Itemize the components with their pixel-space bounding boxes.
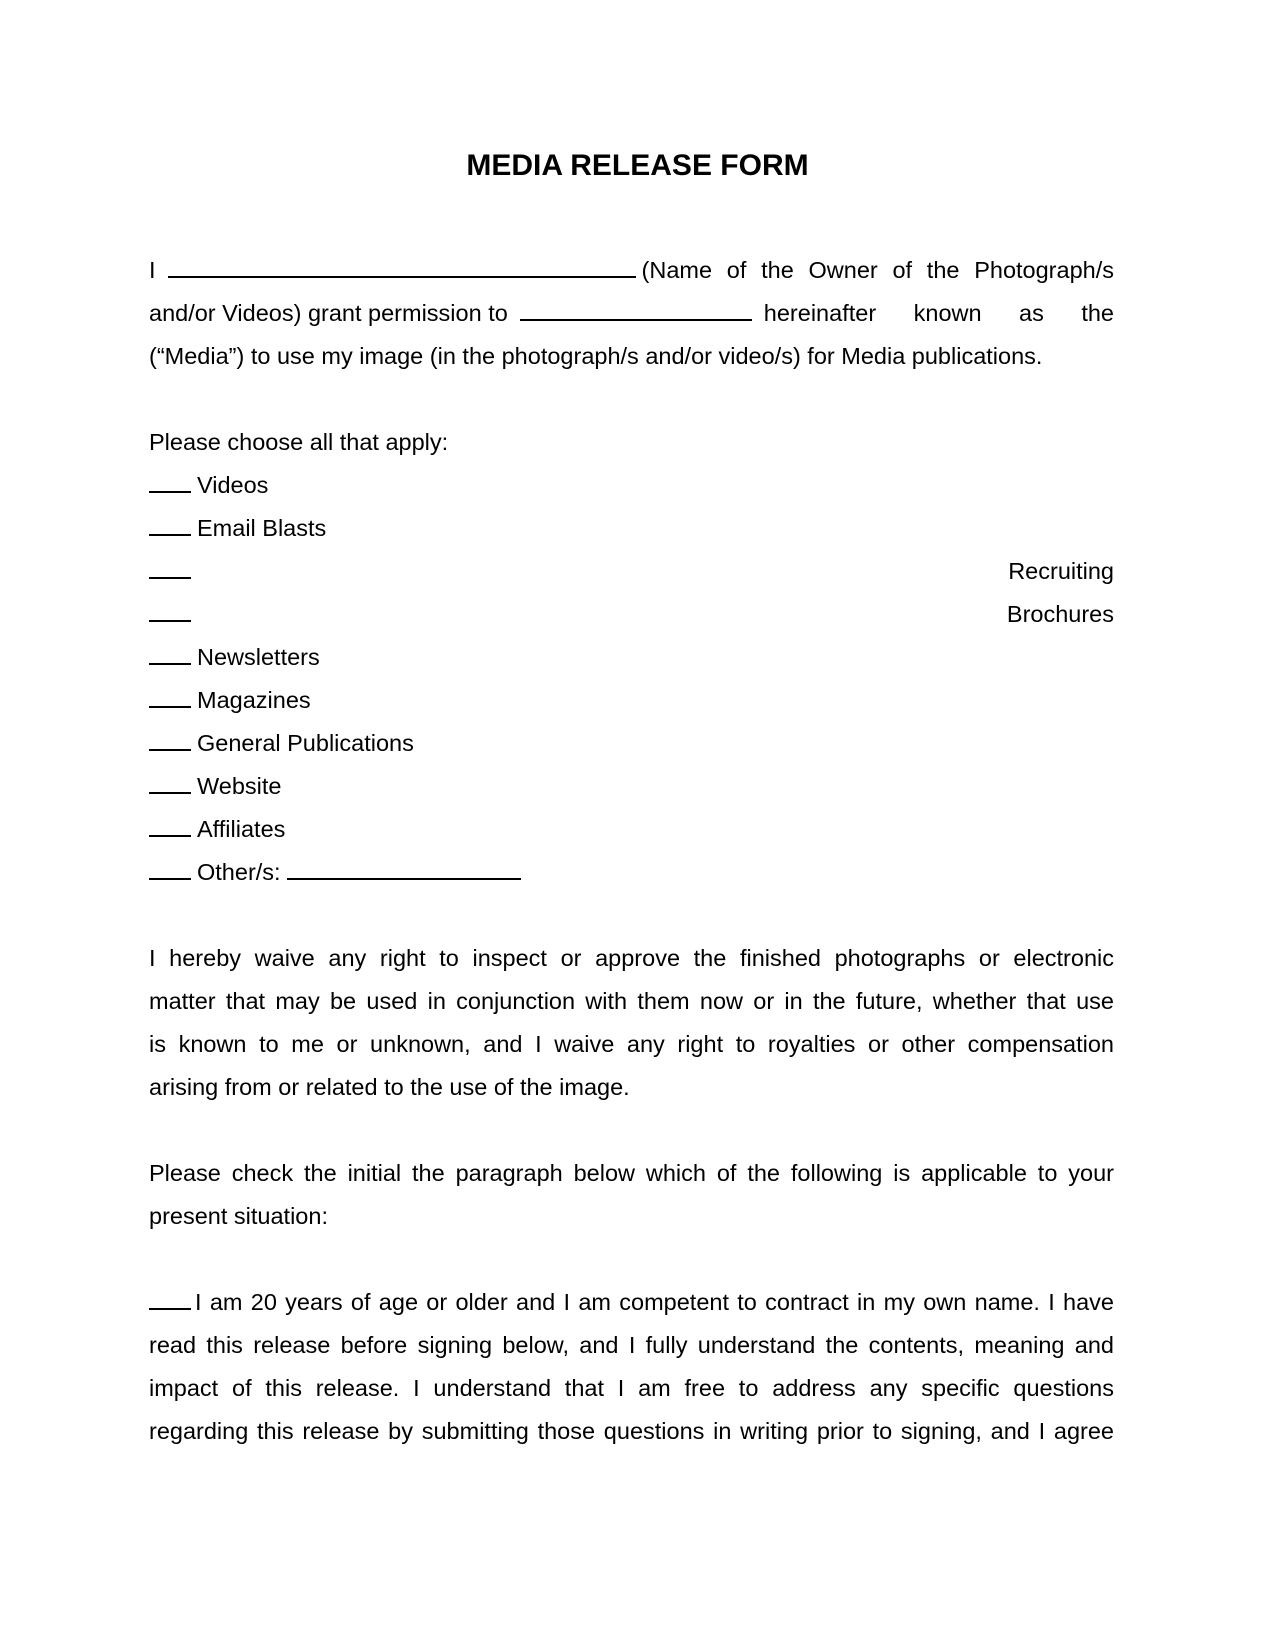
media-name-field[interactable]	[520, 296, 752, 321]
option-website-check[interactable]	[149, 770, 191, 794]
waiver-line: matter that may be used in conjunction with them now or in the future, whether that use	[149, 988, 1114, 1014]
owner-note: (Name of the Owner of the Photograph/s	[641, 257, 1114, 283]
option-label: Website	[197, 773, 282, 799]
option-label: Email Blasts	[197, 515, 327, 541]
option-brochures	[149, 593, 1114, 636]
option-recruiting	[149, 550, 1114, 593]
options-section	[149, 421, 1114, 894]
age-clause-line: impact of this release. I understand that I am free to address any specific questions	[149, 1375, 1114, 1401]
intro-line-2	[149, 292, 1114, 335]
age-clause-line: regarding this release by submitting those questions in writing prior to signing, and I agree	[149, 1418, 1114, 1444]
option-general-publications-check[interactable]	[149, 727, 191, 751]
waiver-line: arising from or related to the use of the image.	[149, 1074, 630, 1100]
option-videos	[149, 464, 1114, 507]
waiver-line: I hereby waive any right to inspect or approve the finished photographs or electronic	[149, 945, 1114, 971]
option-videos-check[interactable]	[149, 469, 191, 493]
option-newsletters-check[interactable]	[149, 641, 191, 665]
option-magazines-check[interactable]	[149, 684, 191, 708]
option-label: Videos	[197, 472, 269, 498]
option-other	[149, 851, 1114, 894]
intro-line2-start: and/or Videos) grant permission to	[149, 300, 508, 326]
option-label: Recruiting	[1008, 558, 1114, 584]
intro-line-1	[149, 249, 1114, 292]
option-general-publications	[149, 722, 1114, 765]
age-clause-line: read this release before signing below, and I fully understand the contents, meaning and	[149, 1332, 1114, 1358]
age-clause-line: I am 20 years of age or older and I am competent to contract in my own name. I have	[195, 1289, 1114, 1315]
option-label: Brochures	[1006, 601, 1114, 627]
option-label: General Publications	[197, 730, 414, 756]
age-clause-check[interactable]	[149, 1286, 191, 1310]
option-label: Affiliates	[197, 816, 286, 842]
owner-name-field[interactable]	[168, 253, 636, 278]
options-heading: Please choose all that apply:	[149, 429, 449, 455]
option-newsletters	[149, 636, 1114, 679]
form-body	[149, 249, 1114, 1453]
intro-line2-end: hereinafter known as the	[763, 300, 1114, 326]
intro-prefix: I	[149, 257, 156, 283]
age-clause-first-line	[149, 1281, 1114, 1324]
waiver-line: is known to me or unknown, and I waive any right to royalties or other compensation	[149, 1031, 1114, 1057]
option-email-blasts-check[interactable]	[149, 512, 191, 536]
option-recruiting-check[interactable]	[149, 555, 191, 579]
instruction-line: Please check the initial the paragraph below which of the following is applicable to your	[149, 1160, 1114, 1186]
option-label: Magazines	[197, 687, 311, 713]
age-clause-paragraph	[149, 1281, 1114, 1453]
option-brochures-check[interactable]	[149, 598, 191, 622]
option-other-label: Other/s:	[197, 859, 281, 885]
option-magazines	[149, 679, 1114, 722]
intro-paragraph	[149, 249, 1114, 378]
other-specify-field[interactable]	[287, 855, 521, 880]
option-email-blasts	[149, 507, 1114, 550]
instruction-paragraph	[149, 1152, 1114, 1238]
page-title: MEDIA RELEASE FORM	[466, 149, 809, 182]
option-website	[149, 765, 1114, 808]
intro-line-3: (“Media”) to use my image (in the photograph/s and/or video/s) for Media publications.	[149, 343, 1043, 369]
instruction-line: present situation:	[149, 1203, 328, 1229]
option-affiliates-check[interactable]	[149, 813, 191, 837]
option-other-check[interactable]	[149, 856, 191, 880]
option-affiliates	[149, 808, 1114, 851]
option-label: Newsletters	[197, 644, 320, 670]
waiver-paragraph	[149, 937, 1114, 1109]
